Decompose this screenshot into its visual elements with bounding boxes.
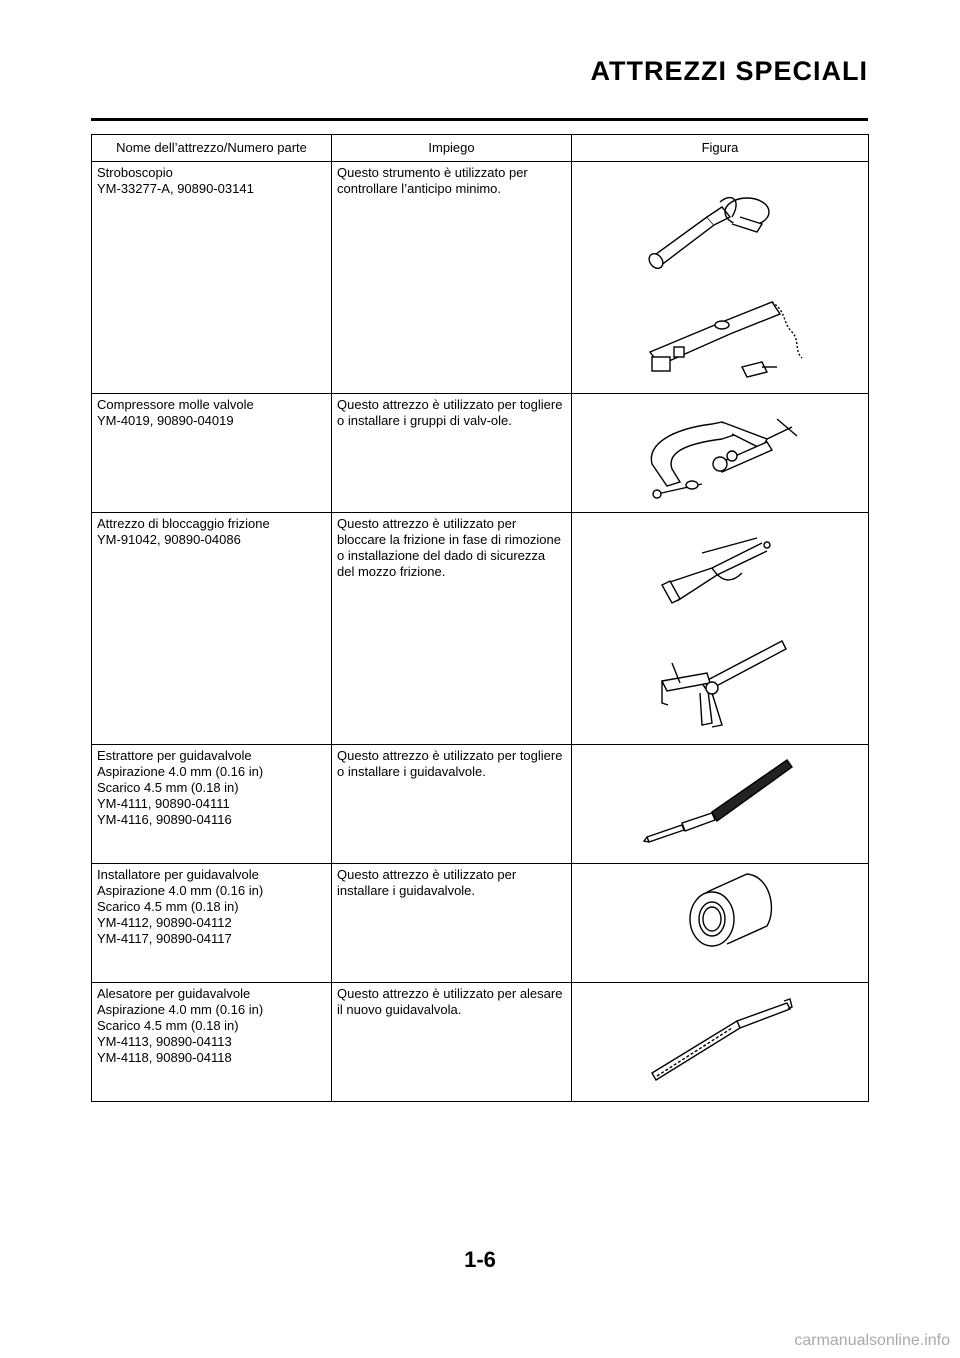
tool-name: Attrezzo di bloccaggio frizione [97,516,270,531]
tool-spec-intake: Aspirazione 4.0 mm (0.16 in) [97,1002,264,1017]
tool-figure-cell [572,864,869,983]
title-rule [91,118,868,121]
tool-name-cell [92,864,332,983]
tool-part-number: YM-4113, 90890-04113 [97,1034,232,1049]
column-header-use: Impiego [332,135,572,162]
tool-part-number: YM-4019, 90890-04019 [97,413,234,428]
tool-spec-exhaust: Scarico 4.5 mm (0.18 in) [97,1018,239,1033]
tool-name-cell [92,745,332,864]
tool-use: Questo attrezzo è utilizzato per alesare il nuovo guidavalvola. [337,986,563,1017]
table-row [92,513,869,745]
valve-guide-remover-icon [572,745,868,863]
timing-light-icon [572,162,868,393]
tool-name: Alesatore per guidavalvole [97,986,251,1001]
tool-part-number: YM-4112, 90890-04112 [97,915,232,930]
tool-part-number: YM-4118, 90890-04118 [97,1050,232,1065]
tool-use-cell [332,394,572,513]
tool-figure-cell [572,162,869,394]
tool-part-number: YM-4116, 90890-04116 [97,812,232,827]
tool-figure-cell [572,983,869,1102]
tool-spec-exhaust: Scarico 4.5 mm (0.18 in) [97,780,239,795]
tool-figure-cell [572,513,869,745]
page-number: 1-6 [464,1247,496,1272]
tool-name-cell [92,983,332,1102]
tool-spec-intake: Aspirazione 4.0 mm (0.16 in) [97,764,264,779]
tool-part-number: YM-4111, 90890-04111 [97,796,230,811]
tool-name-cell [92,394,332,513]
tool-name-cell [92,513,332,745]
table-row [92,983,869,1102]
tool-name: Compressore molle valvole [97,397,254,412]
tool-part-number: YM-33277-A, 90890-03141 [97,181,254,196]
tool-use: Questo attrezzo è utilizzato per installare i guidavalvole. [337,867,517,898]
table-row [92,745,869,864]
tool-name-cell [92,162,332,394]
table-row [92,394,869,513]
tool-use-cell [332,513,572,745]
tool-use-cell [332,983,572,1102]
tool-use: Questo strumento è utilizzato per controllare l’anticipo minimo. [337,165,528,196]
tool-part-number: YM-91042, 90890-04086 [97,532,241,547]
watermark: carmanualsonline.info [794,1332,950,1349]
tool-use: Questo attrezzo è utilizzato per togliere o installare i gruppi di valv-ole. [337,397,563,428]
valve-spring-compressor-icon [572,394,868,512]
tool-spec-exhaust: Scarico 4.5 mm (0.18 in) [97,899,239,914]
tool-name: Estrattore per guidavalvole [97,748,252,763]
table-row [92,162,869,394]
tool-use: Questo attrezzo è utilizzato per togliere o installare i guidavalvole. [337,748,563,779]
column-header-name: Nome dell’attrezzo/Numero parte [92,135,332,162]
tool-use-cell [332,864,572,983]
tool-figure-cell [572,745,869,864]
tool-figure-cell [572,394,869,513]
tool-name: Stroboscopio [97,165,173,180]
valve-guide-installer-icon [572,864,868,982]
tool-use-cell [332,745,572,864]
tool-name: Installatore per guidavalvole [97,867,259,882]
tool-use-cell [332,162,572,394]
column-header-figure: Figura [572,135,869,162]
table-header-row [92,135,869,162]
special-tools-table [91,134,869,1102]
valve-guide-reamer-icon [572,983,868,1101]
clutch-holding-tool-icon [572,513,868,744]
page-title: ATTREZZI SPECIALI [590,56,868,86]
tool-use: Questo attrezzo è utilizzato per bloccare la frizione in fase di rimozione o installazione del dado di sicurezza del mozzo frizione. [337,516,561,579]
table-row [92,864,869,983]
tool-part-number: YM-4117, 90890-04117 [97,931,232,946]
tool-spec-intake: Aspirazione 4.0 mm (0.16 in) [97,883,264,898]
